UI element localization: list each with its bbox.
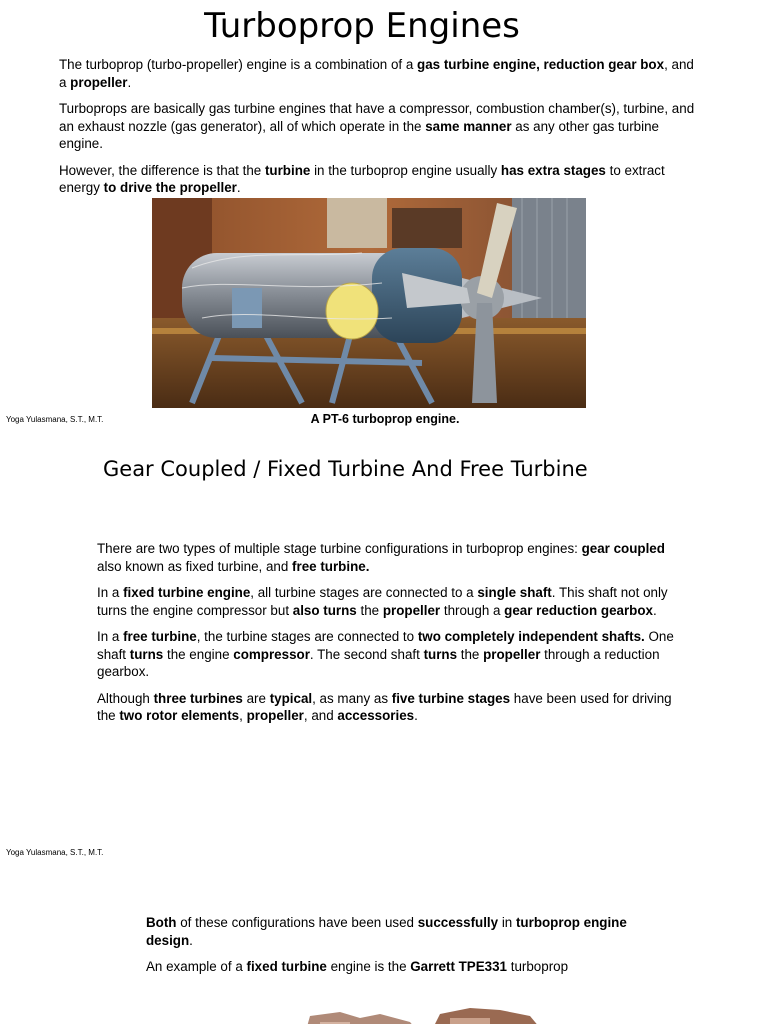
paragraph-components: Turboprops are basically gas turbine engines that have a compressor, combustion chamber(s), turbine, and an exhaust nozzle (gas generator), all of which operate in the same manner as any other gas turbine engine. <box>59 101 695 151</box>
slide-title: Turboprop Engines <box>204 6 520 46</box>
slide-body <box>97 540 677 734</box>
paragraph-fixed-turbine: In a fixed turbine engine, all turbine stages are connected to a single shaft. This shaft not only turns the engine compressor but also turns the propeller through a gear reduction gearbox. <box>97 585 668 618</box>
paragraph-free-turbine: In a free turbine, the turbine stages are connected to two completely independent shafts. One shaft turns the engine compressor. The second shaft turns the propeller through a reduction gearbox. <box>97 629 674 679</box>
author-footer: Yoga Yulasmana, S.T., M.T. <box>6 415 104 424</box>
pt6-engine-photo <box>152 198 586 408</box>
paragraph-turbine-stages: Although three turbines are typical, as many as five turbine stages have been used for driving the two rotor elements, propeller, and accessories. <box>97 690 672 723</box>
slide-gear-coupled-free-turbine <box>0 441 768 866</box>
paragraph-garrett-example: An example of a fixed turbine engine is the Garrett TPE331 turboprop <box>146 959 569 974</box>
paragraph-both-configurations: Both of these configurations have been used successfully in turboprop engine design. <box>146 915 627 948</box>
slide-body <box>59 56 699 206</box>
photo-caption: A PT-6 turboprop engine. <box>310 412 460 426</box>
tpe331-engine-photo <box>300 1004 550 1024</box>
author-footer: Yoga Yulasmana, S.T., M.T. <box>6 848 104 857</box>
paragraph-difference: However, the difference is that the turbine in the turboprop engine usually has extra stages to extract energy to drive the propeller. <box>59 162 665 195</box>
slide-configurations-example <box>0 868 768 1024</box>
slide-body <box>146 914 636 985</box>
slide-turboprop-engines <box>0 0 768 440</box>
paragraph-two-types: There are two types of multiple stage turbine configurations in turboprop engines: gear coupled also known as fixed turbine, and free turbine. <box>97 541 665 574</box>
slide-title: Gear Coupled / Fixed Turbine And Free Turbine <box>103 457 588 481</box>
paragraph-definition: The turboprop (turbo-propeller) engine is a combination of a gas turbine engine, reduction gear box, and a propeller. <box>59 57 694 90</box>
